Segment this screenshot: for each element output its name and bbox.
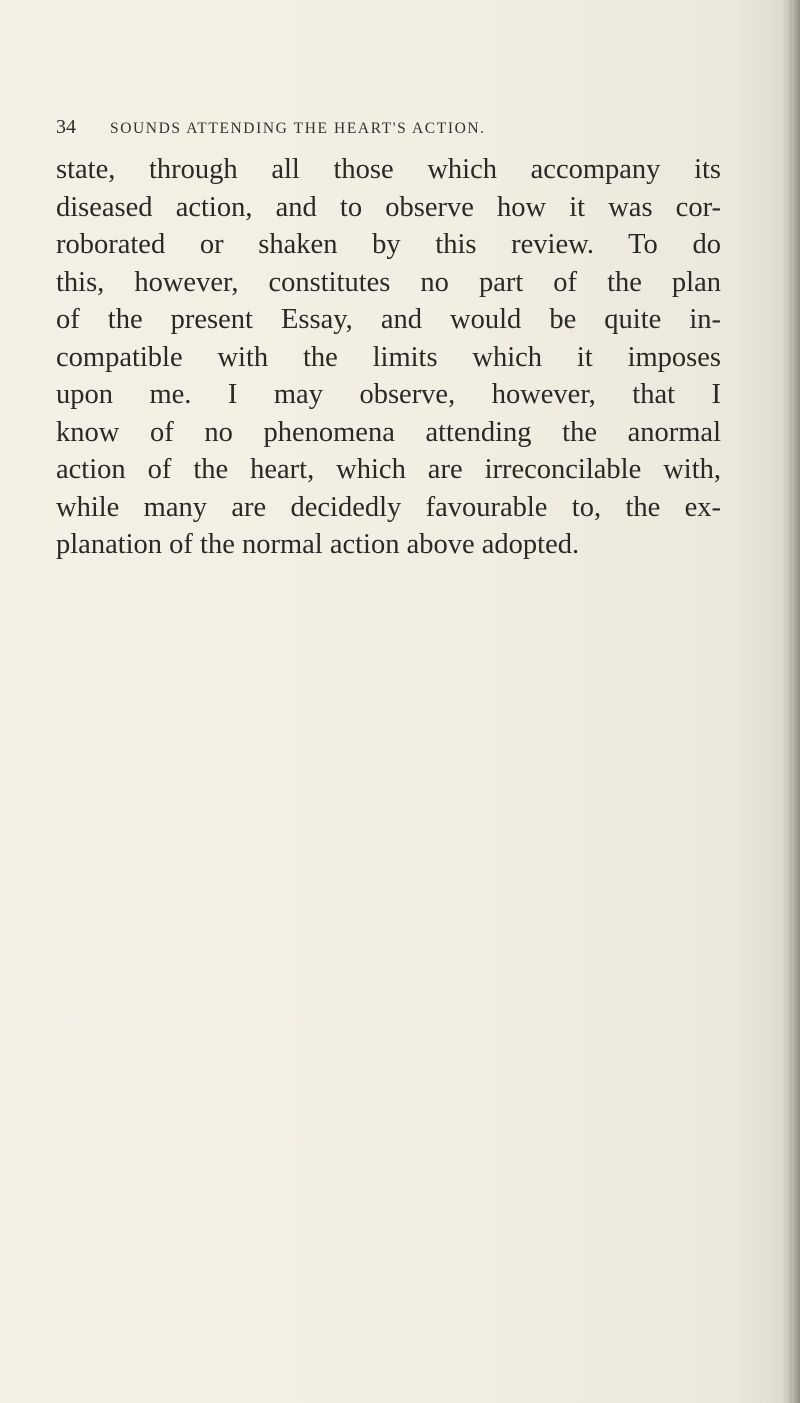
text-line: diseased action, and to observe how it was cor-	[56, 191, 721, 223]
page-number: 34	[56, 116, 76, 138]
text-line: upon me. I may observe, however, that I	[56, 379, 721, 410]
running-head	[56, 116, 756, 140]
text-line: of the present Essay, and would be quite in-	[56, 304, 721, 335]
text-line: know of no phenomena attending the anormal	[56, 416, 721, 448]
text-line: action of the heart, which are irreconcilable with,	[56, 454, 721, 485]
text-line: roborated or shaken by this review. To do	[56, 229, 721, 260]
body-paragraph	[56, 151, 721, 564]
text-line: this, however, constitutes no part of the plan	[56, 266, 721, 298]
text-line: while many are decidedly favourable to, the ex-	[56, 491, 721, 523]
running-title: SOUNDS ATTENDING THE HEART'S ACTION.	[110, 120, 486, 137]
page-edge-line	[790, 0, 792, 1403]
text-line: state, through all those which accompany its	[56, 154, 721, 185]
text-line: compatible with the limits which it imposes	[56, 341, 721, 373]
text-line: planation of the normal action above adopted.	[56, 529, 580, 560]
